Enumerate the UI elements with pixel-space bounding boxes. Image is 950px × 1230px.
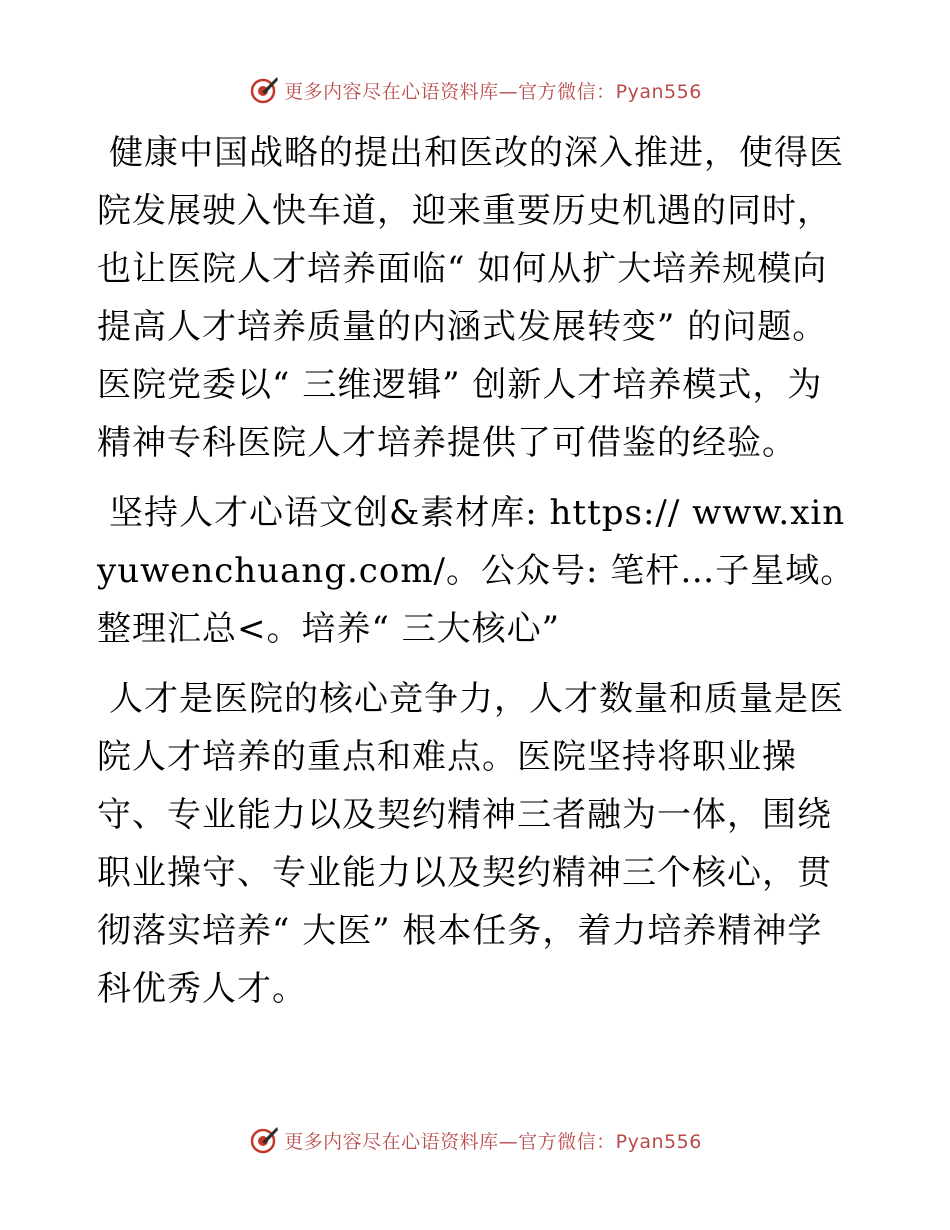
- header-banner-text: 更多内容尽在心语资料库—官方微信：Pyan556: [284, 80, 702, 103]
- footer-banner-text: 更多内容尽在心语资料库—官方微信：Pyan556: [284, 1130, 702, 1153]
- footer-banner: [0, 1122, 950, 1158]
- header-banner: [0, 72, 950, 108]
- quill-pen-logo-icon: [248, 1124, 280, 1156]
- paragraph: 健康中国战略的提出和医改的深入推进，使得医院发展驶入快车道，迎来重要历史机遇的同时，也让医院人才培养面临“ 如何从扩大培养规模向提高人才培养质量的内涵式发展转变” 的问题。医院党委以“ 三维逻辑” 创新人才培养模式，为精神专科医院人才培养提供了可借鉴的经验。: [97, 133, 844, 463]
- paragraph: 坚持人才心语文创&素材库: https:// www.xinyuwenchuang.com/。公众号: 笔杆…子星域。整理汇总<。培养“ 三大核心”: [97, 493, 856, 649]
- document-body: [97, 124, 857, 1030]
- paragraph: 人才是医院的核心竞争力，人才数量和质量是医院人才培养的重点和难点。医院坚持将职业操守、专业能力以及契约精神三者融为一体，围绕职业操守、专业能力以及契约精神三个核心，贯彻落实培养“ 大医” 根本任务，着力培养精神学科优秀人才。: [97, 679, 844, 1009]
- quill-pen-logo-icon: [248, 74, 280, 106]
